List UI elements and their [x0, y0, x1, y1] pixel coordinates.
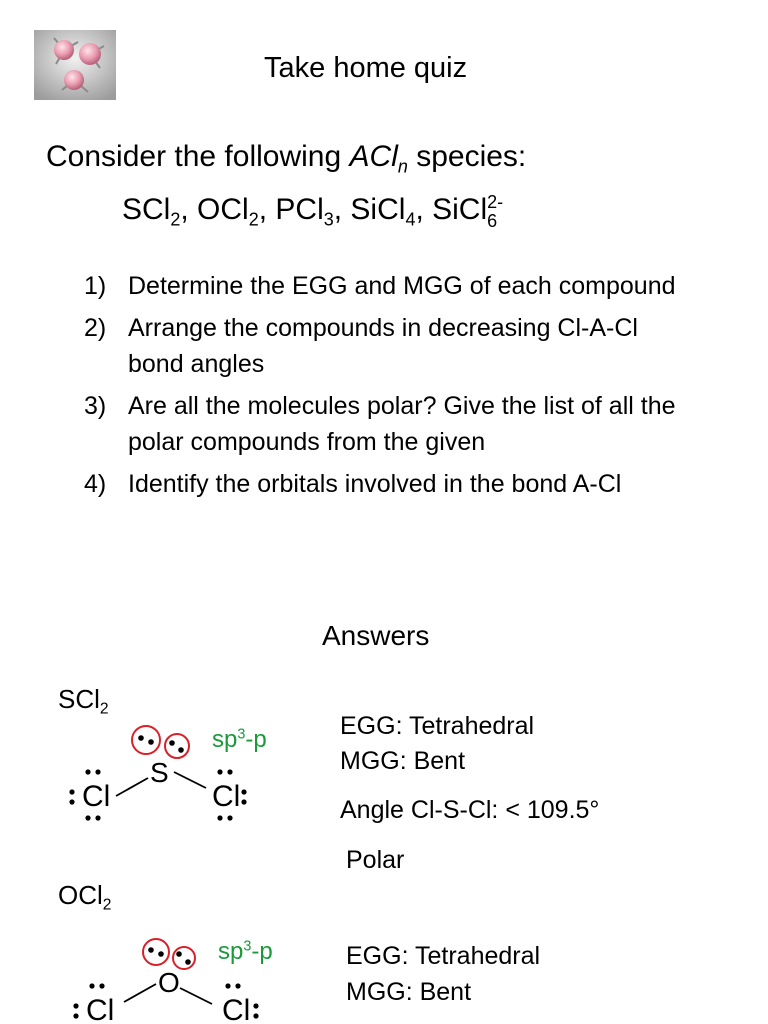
question-text: Arrange the compounds in decreasing Cl-A-Cl bond angles — [128, 314, 638, 378]
list-item — [84, 388, 764, 460]
mgg-text: MGG: Bent — [340, 747, 466, 775]
polarity-text: Polar — [346, 846, 405, 874]
species-item: PCl$_3$, — [275, 192, 351, 230]
molecule-icon — [34, 30, 116, 100]
list-item — [84, 466, 764, 502]
bond-line — [116, 778, 148, 796]
lone-pair-circle — [165, 734, 189, 758]
ocl2-label: OCl$_2$ — [58, 880, 112, 914]
species-item: SiCl$_4$, — [350, 192, 433, 230]
intro-formula — [349, 140, 408, 177]
bond-line — [124, 984, 156, 1002]
list-item — [84, 310, 764, 382]
question-text: Identify the orbitals involved in the bond A-Cl — [128, 470, 622, 498]
ligand-atom: Cl — [222, 994, 251, 1024]
hybrid-orbital-label: $sp^3-p$ — [212, 726, 267, 753]
lone-pair-circle — [173, 947, 195, 969]
ocl2-lewis-structure — [64, 932, 314, 1024]
egg-text: EGG: Tetrahedral — [346, 942, 541, 970]
lone-pair-circle — [143, 939, 169, 965]
hybrid-orbital-label: $sp^3-p$ — [218, 938, 273, 965]
ligand-atom: Cl — [86, 994, 115, 1024]
question-intro — [46, 140, 527, 177]
species-item: SCl$_2$, — [122, 192, 198, 230]
species-list — [122, 192, 503, 230]
ligand-atom: Cl — [82, 780, 111, 813]
central-atom: O — [158, 967, 180, 998]
question-number: 4) — [84, 470, 107, 498]
question-text: Are all the molecules polar? Give the list of all the polar compounds from the given — [128, 392, 676, 456]
page-title: Take home quiz — [264, 52, 468, 84]
question-number: 1) — [84, 272, 107, 300]
intro-lead: Consider the following — [46, 140, 350, 173]
intro-formula-main: ACl — [349, 140, 398, 173]
question-list — [84, 268, 764, 508]
answers-heading: Answers — [322, 620, 430, 651]
angle-text: Angle Cl-S-Cl: < 109.5° — [340, 796, 600, 824]
mgg-text: MGG: Bent — [346, 978, 472, 1006]
lone-pair-circle — [132, 726, 160, 754]
question-number: 3) — [84, 392, 107, 420]
question-text: Determine the EGG and MGG of each compound — [128, 272, 676, 300]
scl2-lewis-structure — [60, 722, 330, 828]
ligand-atom: Cl — [212, 780, 241, 813]
egg-text: EGG: Tetrahedral — [340, 712, 535, 740]
species-item: OCl$_2$, — [197, 192, 276, 230]
species-item: SiCl 2- 6 — [432, 191, 504, 231]
question-number: 2) — [84, 314, 107, 342]
scl2-label: SCl$_2$ — [58, 684, 109, 718]
bond-line — [174, 772, 206, 788]
central-atom: S — [150, 757, 169, 788]
intro-tail: species: — [407, 140, 527, 173]
intro-formula-sub: n — [397, 156, 408, 177]
bond-line — [180, 988, 212, 1004]
list-item — [84, 268, 764, 304]
